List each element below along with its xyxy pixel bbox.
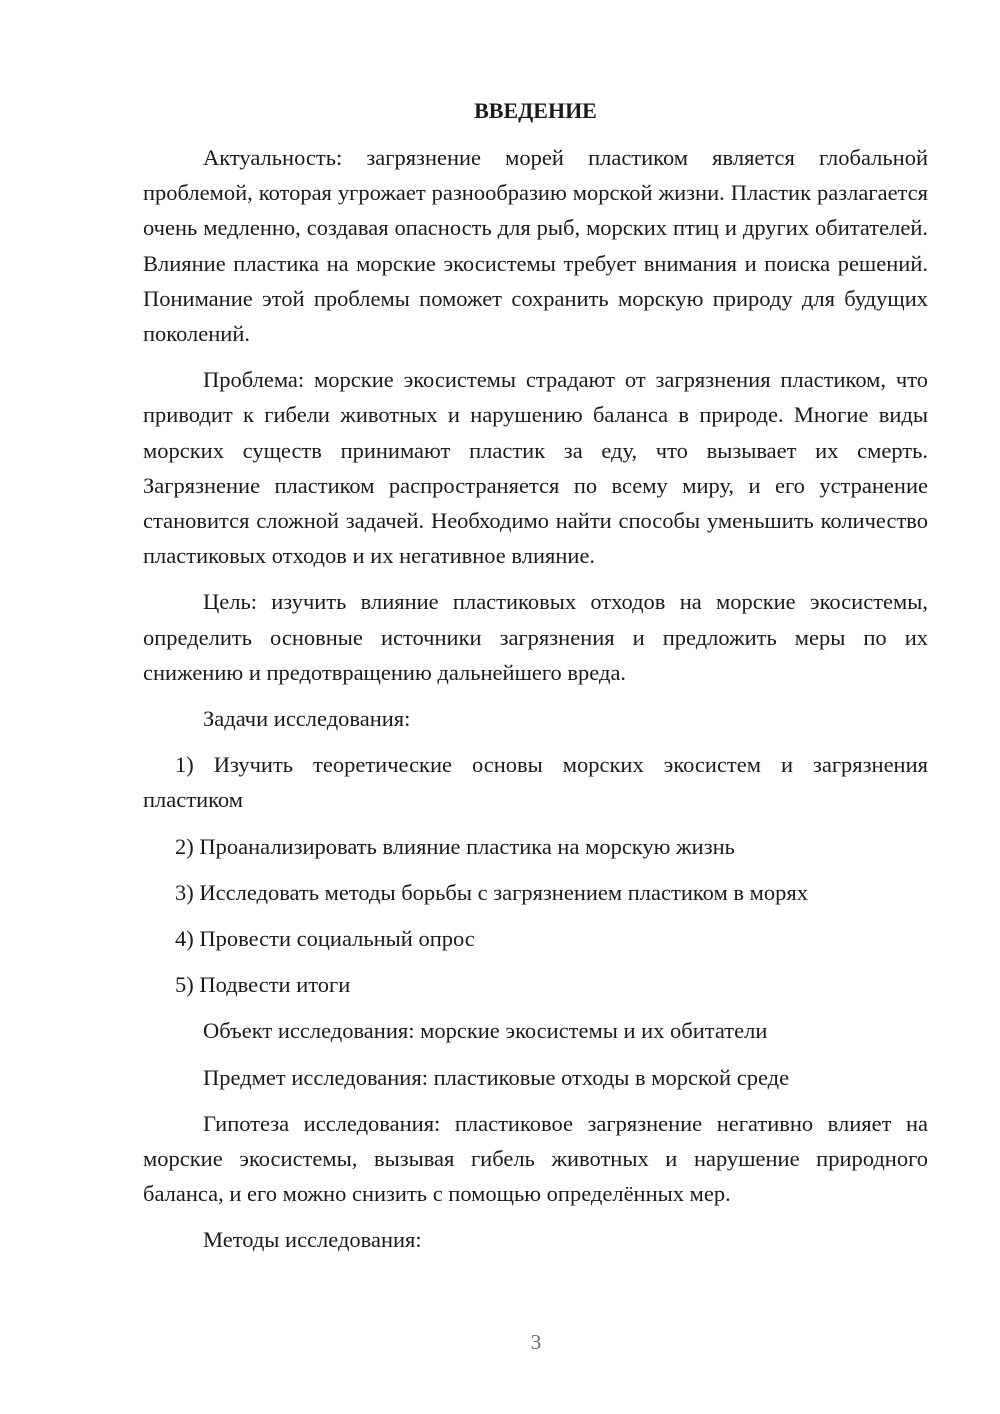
page-number: 3 [530,1330,542,1354]
task-item: 4) Провести социальный опрос [175,926,475,952]
tasks-heading: Задачи исследования: [203,706,411,732]
hypothesis-paragraph: Гипотеза исследования: пластиковое загрязнение негативно влияет на морские экосистемы, вызывая гибель животных и нарушение природного баланса, и его можно снизить с помощью определённых мер. [143,1110,928,1207]
goal-paragraph: Цель: изучить влияние пластиковых отходов на морские экосистемы, определить основные источники загрязнения и предложить меры по их снижению и предотвращению дальнейшего вреда. [143,589,928,685]
task-item: 3) Исследовать методы борьбы с загрязнением пластиком в морях [175,879,808,905]
methods-heading: Методы исследования: [203,1227,422,1253]
document-body [143,93,928,1269]
task-item: 5) Подвести итоги [175,972,351,998]
object-paragraph: Объект исследования: морские экосистемы и их обитатели [203,1018,768,1044]
tasks-list [143,747,928,1002]
task-item: 2) Проанализировать влияние пластика на морскую жизнь [175,833,735,859]
subject-paragraph: Предмет исследования: пластиковые отходы в морской среде [203,1064,790,1090]
relevance-paragraph: Актуальность: загрязнение морей пластиком является глобальной проблемой, которая угрожает разнообразию морской жизни. Пластик разлагается очень медленно, создавая опасность для рыб, морских птиц и других обитателей. Влияние пластика на морские экосистемы требует внимания и поиска решений. Понимание этой проблемы поможет сохранить морскую природу для будущих поколений. [143,145,928,347]
section-title: ВВЕДЕНИЕ [474,98,597,123]
task-item: 1) Изучить теоретические основы морских экосистем и загрязнения пластиком [143,752,928,813]
problem-paragraph: Проблема: морские экосистемы страдают от загрязнения пластиком, что приводит к гибели животных и нарушению баланса в природе. Многие виды морских существ принимают пластик за еду, что вызывает их смерть. Загрязнение пластиком распространяется по всему миру, и его устранение становится сложной задачей. Необходимо найти способы уменьшить количество пластиковых отходов и их негативное влияние. [143,367,928,569]
